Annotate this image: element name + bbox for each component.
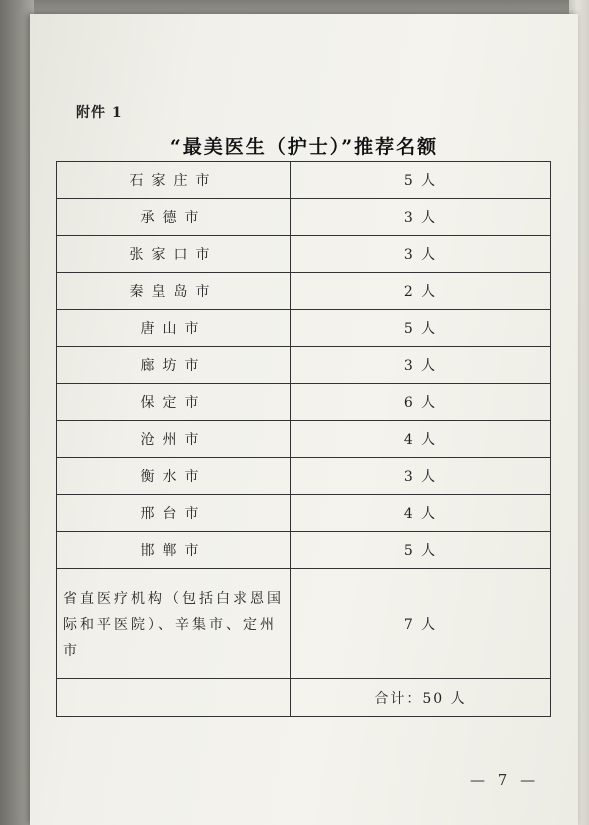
city-cell: 邢台市 — [57, 495, 291, 532]
quota-cell: 5 人 — [291, 532, 551, 569]
table-row — [57, 495, 551, 532]
city-cell: 保定市 — [57, 384, 291, 421]
quota-cell: 4 人 — [291, 495, 551, 532]
city-cell: 沧州市 — [57, 421, 291, 458]
table-row — [57, 310, 551, 347]
quota-cell: 3 人 — [291, 199, 551, 236]
quota-cell: 3 人 — [291, 236, 551, 273]
total-cell: 合计：50 人 — [291, 679, 551, 717]
city-cell: 廊坊市 — [57, 347, 291, 384]
table-row — [57, 532, 551, 569]
table-row — [57, 384, 551, 421]
table-row — [57, 421, 551, 458]
city-cell: 衡水市 — [57, 458, 291, 495]
quota-cell: 7 人 — [291, 569, 551, 679]
page-number: — 7 — — [470, 771, 540, 789]
quota-cell: 5 人 — [291, 310, 551, 347]
table-row — [57, 273, 551, 310]
table-row — [57, 162, 551, 199]
city-cell: 秦皇岛市 — [57, 273, 291, 310]
document-page — [30, 14, 578, 825]
city-cell: 张家口市 — [57, 236, 291, 273]
table-row — [57, 236, 551, 273]
city-cell: 唐山市 — [57, 310, 291, 347]
document-title: “最美医生（护士）”推荐名额 — [169, 136, 439, 158]
quota-cell: 2 人 — [291, 273, 551, 310]
table-row — [57, 458, 551, 495]
quota-cell: 3 人 — [291, 347, 551, 384]
quota-cell: 3 人 — [291, 458, 551, 495]
city-cell: 邯郸市 — [57, 532, 291, 569]
table-row-provincial — [57, 569, 551, 679]
quota-cell: 6 人 — [291, 384, 551, 421]
quota-cell: 4 人 — [291, 421, 551, 458]
provincial-institutions-cell: 省直医疗机构（包括白求恩国际和平医院）、辛集市、定州市 — [57, 569, 291, 679]
table-row — [57, 347, 551, 384]
annex-label: 附件 1 — [76, 105, 123, 121]
table-row-total — [57, 679, 551, 717]
quota-cell: 5 人 — [291, 162, 551, 199]
city-cell: 承德市 — [57, 199, 291, 236]
city-cell: 石家庄市 — [57, 162, 291, 199]
empty-cell — [57, 679, 291, 717]
desk-background-left — [0, 0, 34, 825]
table-row — [57, 199, 551, 236]
quota-table — [56, 161, 551, 717]
